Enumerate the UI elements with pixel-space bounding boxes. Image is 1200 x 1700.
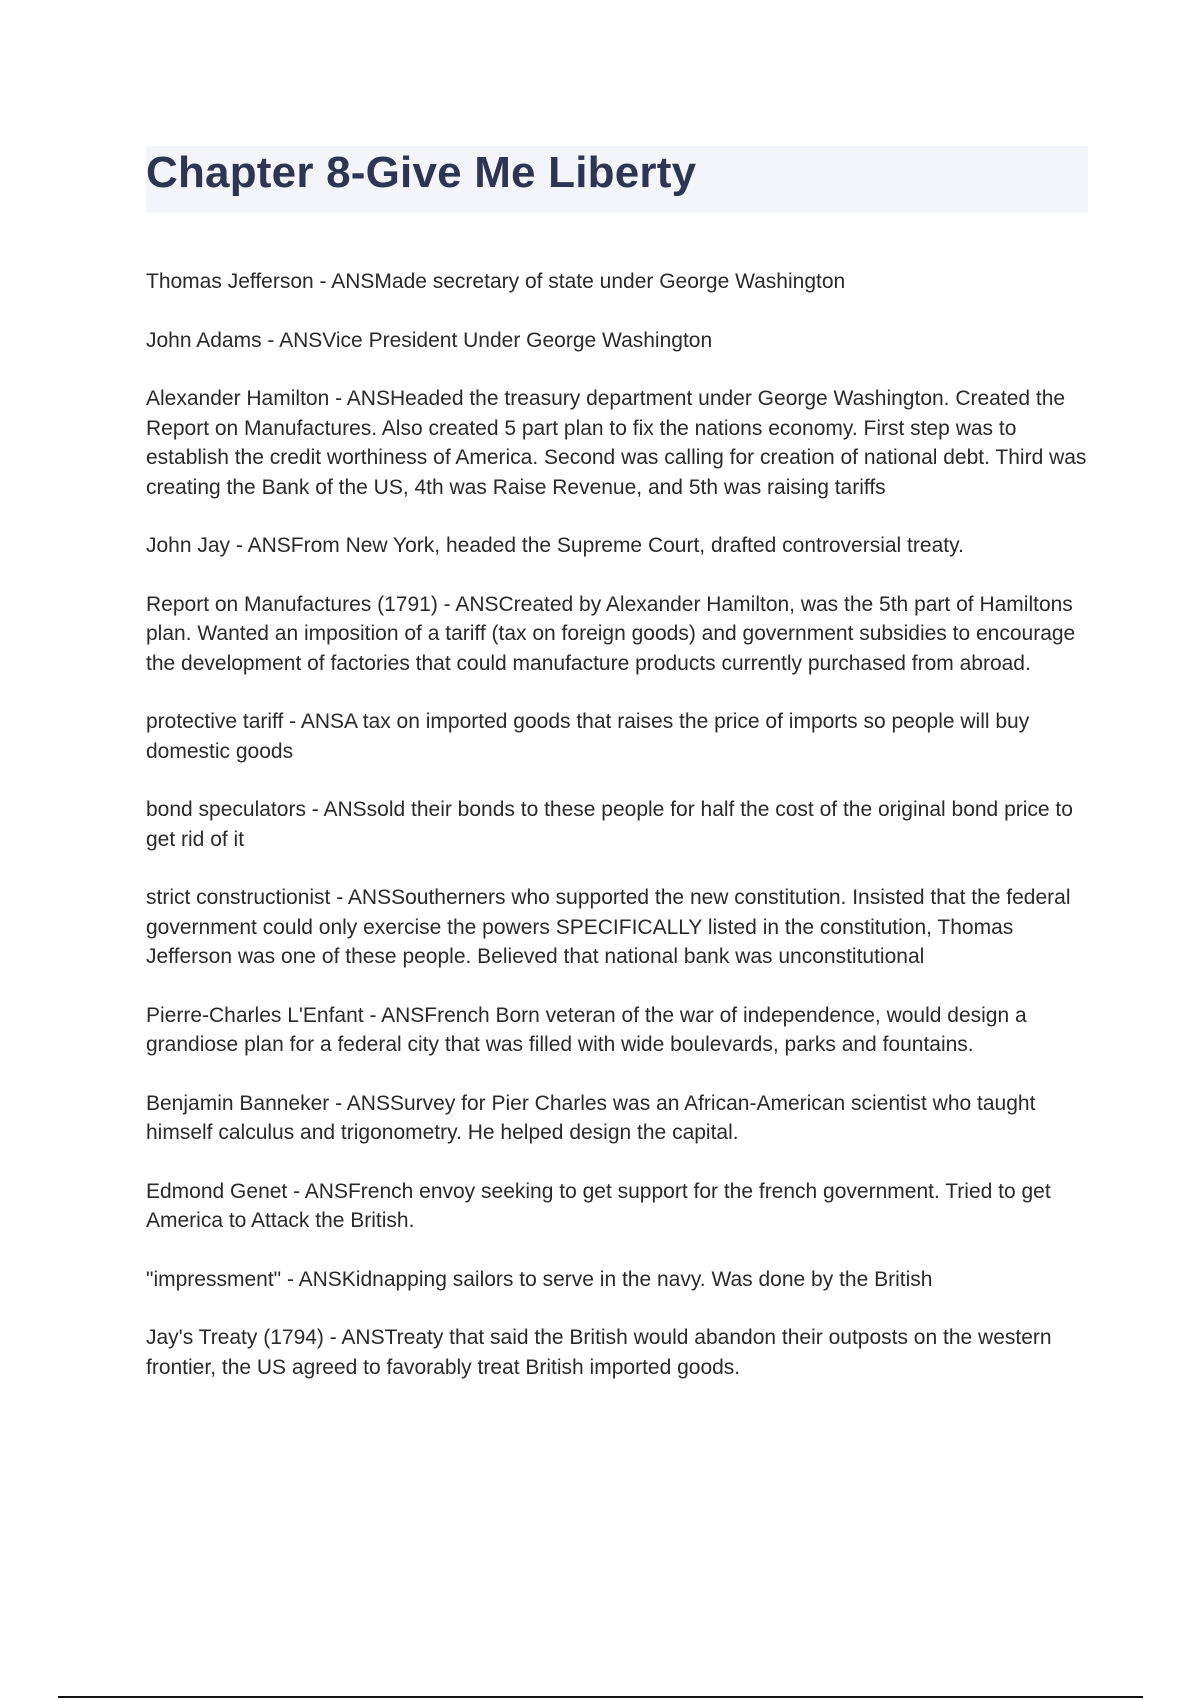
entry-definition: Headed the treasury department under George Washington. Created the Report on Manufactures. Also created 5 part plan to fix the nations economy. First step was to establish the credit worthiness of America. Second was calling for creation of national debt. Third was creating the Bank of the US, 4th was Raise Revenue, and 5th was raising tariffs (146, 387, 1087, 499)
entry-separator: - ANS (230, 534, 291, 557)
entry-term: John Adams (146, 328, 262, 352)
list-item (146, 795, 1091, 854)
list-item (146, 531, 1091, 561)
entry-term: Alexander Hamilton (146, 387, 330, 410)
list-item (146, 590, 1091, 679)
entry-definition: sold their bonds to these people for half the cost of the original bond price to get rid of it (146, 798, 1073, 851)
entry-definition: A tax on imported goods that raises the price of imports so people will buy domestic goods (146, 710, 1030, 763)
list-item (146, 1177, 1091, 1236)
entry-definition: Kidnapping sailors to serve in the navy. Was done by the British (341, 1267, 933, 1291)
entry-definition: From New York, headed the Supreme Court, drafted controversial treaty. (290, 534, 964, 557)
entry-term: protective tariff (146, 710, 284, 733)
entry-term: strict constructionist (146, 886, 331, 909)
entry-separator: - ANS (329, 1091, 390, 1115)
list-item (146, 883, 1091, 972)
entry-term: Report on Manufactures (1791) (146, 592, 438, 616)
entry-definition: Survey for Pier Charles was an African-American scientist who taught himself calculus and trigonometry. He helped design the capital. (146, 1091, 1036, 1144)
entry-definition: French Born veteran of the war of independence, would design a grandiose plan for a federal city that was filled with wide boulevards, parks and fountains. (146, 1003, 1027, 1056)
entry-definition: Southerners who supported the new constitution. Insisted that the federal government could only exercise the powers SPECIFICALLY listed in the constitution, Thomas Jefferson was one of these people. Believed that national bank was unconstitutional (146, 886, 1071, 968)
entry-term: "impressment" (146, 1267, 282, 1291)
entry-separator: - ANS (323, 1326, 385, 1349)
entry-term: Thomas Jefferson (146, 270, 314, 293)
entry-definition: French envoy seeking to get support for the french government. Tried to get America to Attack the British. (146, 1179, 1051, 1232)
entry-separator: - ANS (437, 592, 499, 616)
list-item (146, 384, 1091, 502)
entry-separator: - ANS (330, 886, 392, 909)
page-title: Chapter 8-Give Me Liberty (146, 148, 697, 197)
entry-definition: Created by Alexander Hamilton, was the 5th part of Hamiltons plan. Wanted an imposition of a tariff (tax on foreign goods) and government subsidies to encourage the development of factories that could manufacture products currently purchased from abroad. (146, 592, 1076, 675)
entry-separator: - ANS (283, 710, 345, 733)
entry-separator: - ANS (305, 798, 367, 821)
entry-separator: - ANS (329, 387, 390, 410)
entry-definition: Treaty that said the British would abandon their outposts on the western frontier, the US agreed to favorably treat British imported goods. (146, 1326, 1052, 1379)
entry-term: Edmond Genet (146, 1179, 288, 1203)
entry-separator: - ANS (261, 328, 323, 352)
entry-term: Benjamin Banneker (146, 1091, 330, 1115)
entry-separator: - ANS (313, 270, 375, 293)
list-item (146, 267, 1091, 297)
list-item (146, 326, 1091, 356)
entry-term: Jay's Treaty (1794) (146, 1326, 324, 1349)
footer-divider (58, 1696, 1143, 1698)
list-item (146, 707, 1091, 766)
flashcard-list (146, 267, 1091, 1411)
entry-separator: - ANS (281, 1267, 342, 1291)
entry-separator: - ANS (287, 1179, 348, 1203)
entry-definition: Made secretary of state under George Washington (374, 270, 846, 293)
list-item (146, 1323, 1091, 1382)
entry-term: John Jay (146, 534, 231, 557)
entry-term: Pierre-Charles L'Enfant (146, 1003, 364, 1027)
list-item (146, 1089, 1091, 1148)
list-item (146, 1265, 1091, 1295)
entry-separator: - ANS (363, 1003, 425, 1027)
entry-term: bond speculators (146, 798, 306, 821)
entry-definition: Vice President Under George Washington (322, 328, 713, 352)
list-item (146, 1001, 1091, 1060)
